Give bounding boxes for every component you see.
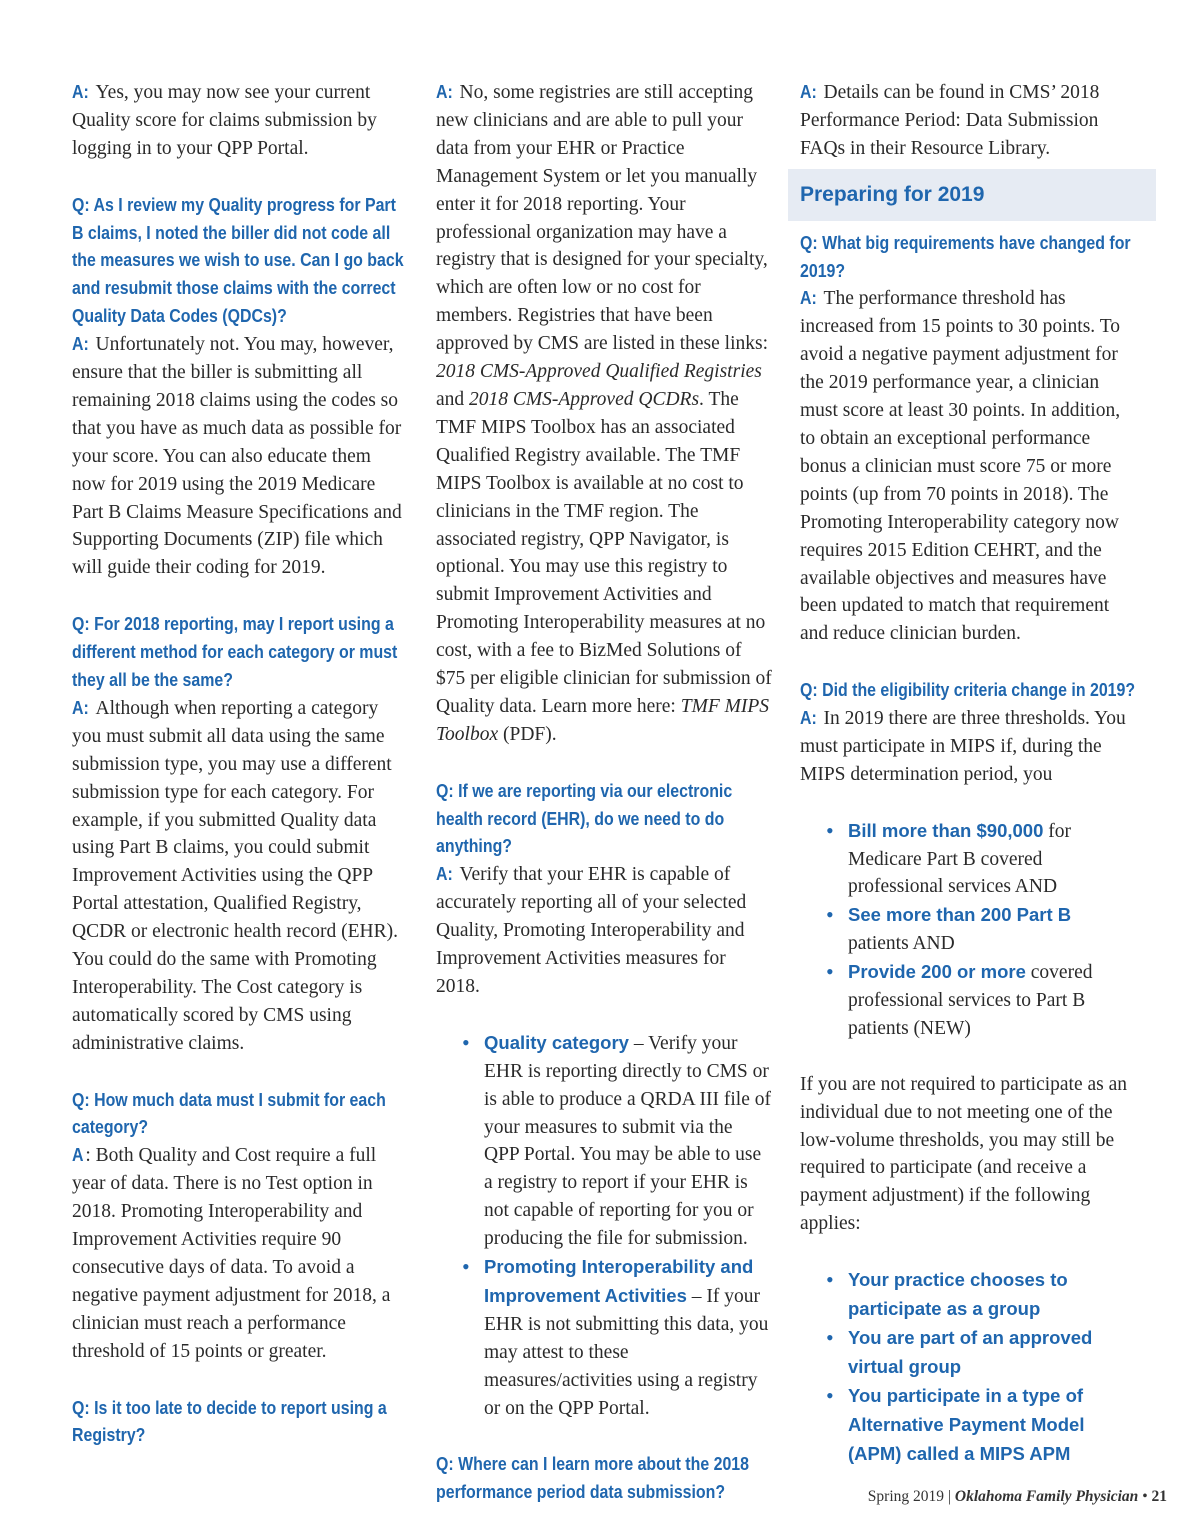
answer-3 (72, 694, 408, 1058)
link-tmf-mips-toolbox[interactable]: TMF MIPS Toolbox (436, 695, 770, 745)
paragraph: If you are not required to participate as an individual due to not meeting one of the low-volume thresholds, you may still be required to participate (and receive a payment adjustment) if the following applies: (800, 1073, 1128, 1235)
list-item (484, 1253, 772, 1422)
column-1 (72, 78, 408, 1449)
question-2: Q: As I review my Quality progress for Part B claims, I noted the biller did not code all the measures we wish to use. Can I go back and resubmit those claims with the correct Quality Data Codes (QDCs)? (72, 193, 404, 327)
answer-text: Details can be found in CMS’ 2018 Performance Period: Data Submission FAQs in their Resource Library. (800, 82, 1100, 159)
list-item (848, 817, 1136, 902)
answer-3 (800, 704, 1136, 789)
answer-text: (PDF). (498, 723, 557, 745)
answer-label: A: (72, 696, 89, 718)
answer-2 (800, 284, 1136, 648)
bullet-text: covered professional services to Part B patients (NEW) (848, 962, 1093, 1039)
bullet-separator: • (1142, 1488, 1148, 1505)
bullet-text: patients AND (848, 933, 955, 955)
answer-label: A (72, 1144, 84, 1166)
bullet-list (800, 1266, 1136, 1468)
answer-text: . The TMF MIPS Toolbox has an associated Qualified Registry available. The TMF MIPS Toolbox is available at no cost to clinicians in the TMF region. The associated registry, QPP Navigator, is optional. You may use this registry to submit Improvement Activities and Promoting Interoperability measures at no cost, with a fee to BizMed Solutions of $75 per eligible clinician for submission of Quality data. Learn more here: (436, 388, 772, 717)
list-item (848, 1382, 1136, 1469)
list-item (848, 958, 1136, 1043)
question-3: Q: Did the eligibility criteria change in 2019? (800, 679, 1136, 701)
answer-2 (72, 330, 408, 582)
answer-1 (436, 78, 772, 749)
bullet-text: – Verify your EHR is reporting directly to CMS or is able to produce a QRDA III file of your measures to submit via the QPP Portal. You may be able to use a registry to report if your EHR is not capable of reporting for you or producing the file for submission. (484, 1032, 771, 1250)
magazine-title: Oklahoma Family Physician (954, 1488, 1139, 1505)
answer-text: In 2019 there are three thresholds. You must participate in MIPS if, during the MIPS determination period, you (800, 708, 1126, 785)
answer-4 (72, 1141, 408, 1365)
bullet-list (436, 1029, 772, 1423)
bullet-heading: Provide 200 or more (848, 961, 1026, 983)
answer-2 (436, 860, 772, 1001)
issue-date: Spring 2019 (867, 1488, 945, 1505)
separator: | (947, 1488, 951, 1505)
list-item (848, 1266, 1136, 1324)
link-approved-qcdrs[interactable]: 2018 CMS-Approved QCDRs (469, 388, 700, 410)
bullet-text: for Medicare Part B covered professional services AND (848, 820, 1071, 898)
bullet-heading: Quality category (484, 1031, 629, 1053)
answer-text: The performance threshold has increased from 15 points to 30 points. To avoid a negative payment adjustment for the 2019 performance year, a clinician must score at least 30 points. In addition, to obtain an exceptional performance bonus a clinician must score 75 or more points (up from 70 points in 2018). The Promoting Interoperability category now requires 2015 Edition CEHRT, and the available objectives and measures have been updated to match that requirement and reduce clinician burden. (800, 288, 1121, 645)
bullet-heading: See more than 200 Part B (848, 904, 1072, 926)
section-heading: Preparing for 2019 (788, 169, 1156, 221)
answer-1 (800, 78, 1136, 163)
list-item (848, 1324, 1136, 1382)
answer-label: A: (800, 707, 817, 729)
question-4: Q: How much data must I submit for each category? (72, 1088, 386, 1138)
question-3: Q: Where can I learn more about the 2018 performance period data submission? (436, 1453, 749, 1503)
bullet-heading: Bill more than $90,000 (848, 819, 1044, 841)
column-2 (436, 78, 772, 1506)
answer-label: A: (436, 863, 453, 885)
page-number: 21 (1151, 1488, 1167, 1505)
answer-text: : Both Quality and Cost require a full year of data. There is no Test option in 2018. Promoting Interoperability and Improvement Activities require 90 consecutive days of data. To avoid a negative payment adjustment for 2018, a clinician must reach a performance threshold of 15 points or greater. (72, 1145, 391, 1362)
column-3 (800, 78, 1136, 1468)
answer-text: No, some registries are still accepting new clinicians and are able to pull your data from your EHR or Practice Management System or let you manually enter it for 2018 reporting. Your professional organization may have a registry that is designed for your specialty, which are often low or no cost for members. Registries that have been approved by CMS are listed in these links: (436, 82, 768, 355)
bullet-text: – If your EHR is not submitting this data, you may attest to these measures/activities using a registry or on the QPP Portal. (484, 1285, 769, 1419)
question-3: Q: For 2018 reporting, may I report using a different method for each category or must they all be the same? (72, 613, 398, 690)
bullet-heading: Promoting Interoperability and Improvement Activities (484, 1256, 754, 1306)
bullet-heading: You are part of an approved virtual group (848, 1326, 1093, 1377)
answer-label: A: (72, 81, 89, 102)
answer-label: A: (800, 287, 817, 309)
bullet-heading: Your practice chooses to participate as a group (848, 1269, 1068, 1319)
answer-1 (72, 78, 408, 163)
page-footer (868, 1488, 1167, 1506)
answer-text: and (436, 388, 470, 410)
question-5: Q: Is it too late to decide to report using a Registry? (72, 1396, 387, 1446)
link-qualified-registries[interactable]: 2018 CMS-Approved Qualified Registries (436, 361, 762, 383)
list-item (484, 1029, 772, 1253)
question-2: Q: What big requirements have changed for 2019? (800, 231, 1131, 281)
answer-label: A: (436, 81, 453, 102)
bullet-list (800, 817, 1136, 1043)
answer-text: Although when reporting a category you must submit all data using the same submission type, you may use a different submission type for each category. For example, if you submitted Quality data using Part B claims, you could submit Improvement Activities using the QPP Portal attestation, Qualified Registry, QCDR or electronic health record (EHR). You could do the same with Promoting Interoperability. The Cost category is automatically scored by CMS using administrative claims. (72, 697, 398, 1054)
answer-text: Unfortunately not. You may, however, ensure that the biller is submitting all remaining 2018 claims using the codes so that you have as much data as possible for your score. You can also educate them now for 2019 using the 2019 Medicare Part B Claims Measure Specifications and Supporting Documents (ZIP) file which will guide their coding for 2019. (72, 334, 402, 579)
bullet-heading: You participate in a type of Alternative Payment Model (APM) called a MIPS APM (848, 1384, 1085, 1464)
answer-label: A: (72, 333, 89, 355)
answer-text: Verify that your EHR is capable of accurately reporting all of your selected Quality, Promoting Interoperability and Improvement Activities measures for 2018. (436, 864, 747, 997)
list-item (848, 901, 1136, 958)
answer-label: A: (800, 81, 817, 102)
answer-text: Yes, you may now see your current Quality score for claims submission by logging in to your QPP Portal. (72, 82, 377, 159)
question-2: Q: If we are reporting via our electronic health record (EHR), do we need to do anything? (436, 779, 733, 857)
